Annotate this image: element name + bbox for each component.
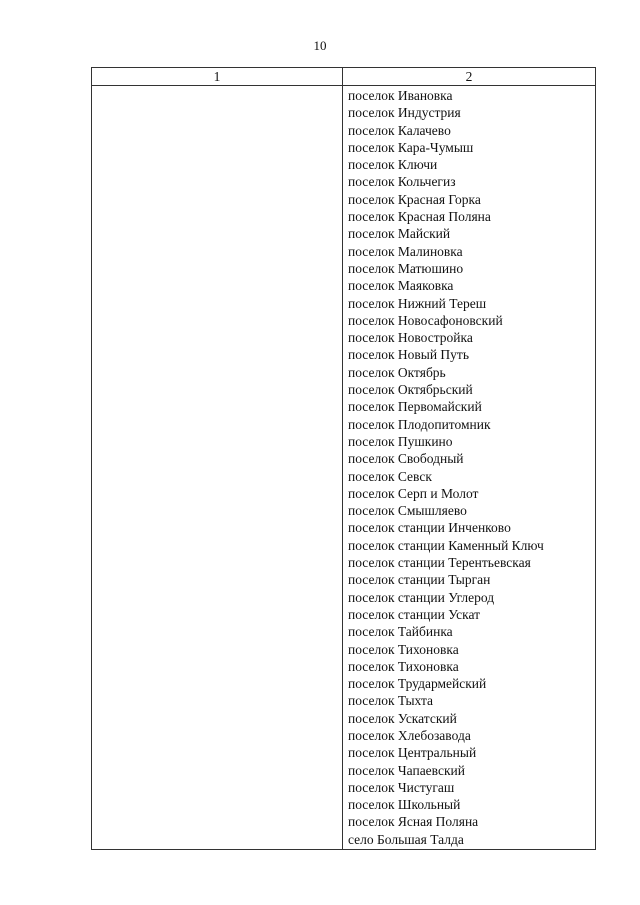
- list-item: поселок Матюшино: [348, 260, 464, 276]
- list-item: село Большая Талда: [348, 831, 464, 847]
- list-item: поселок Чистугаш: [348, 779, 455, 795]
- list-item: поселок Новый Путь: [348, 347, 469, 363]
- list-item: поселок Хлебозавода: [348, 727, 471, 743]
- list-item: поселок Смышляево: [348, 503, 467, 519]
- list-item: поселок Ясная Поляна: [348, 814, 479, 830]
- page-number: 10: [313, 38, 327, 53]
- list-item: поселок Ивановка: [348, 88, 453, 103]
- list-item: поселок Красная Горка: [348, 191, 481, 207]
- column-header-1: 1: [92, 68, 343, 86]
- list-item: поселок Пушкино: [348, 433, 453, 449]
- list-item: поселок станции Углерод: [348, 589, 495, 605]
- list-item: поселок станции Ускат: [348, 606, 481, 622]
- locality-list: [343, 86, 595, 849]
- column-2-cell: [343, 86, 596, 850]
- column-1-cell: [92, 86, 343, 850]
- column-header-2: 2: [343, 68, 596, 86]
- list-item: поселок Калачево: [348, 122, 451, 138]
- list-item: поселок Индустрия: [348, 105, 461, 121]
- list-item: поселок Севск: [348, 468, 432, 484]
- list-item: поселок Красная Поляна: [348, 209, 491, 225]
- list-item: поселок Плодопитомник: [348, 416, 491, 432]
- list-item: поселок Майский: [348, 226, 451, 242]
- list-item: поселок Первомайский: [348, 399, 482, 415]
- list-item: поселок Трудармейский: [348, 676, 487, 692]
- list-item: поселок Малиновка: [348, 243, 463, 259]
- list-item: поселок Свободный: [348, 451, 464, 467]
- list-item: поселок Серп и Молот: [348, 485, 479, 501]
- list-item: поселок Школьный: [348, 797, 461, 813]
- list-item: поселок станции Каменный Ключ: [348, 537, 544, 553]
- list-item: поселок Чапаевский: [348, 762, 465, 778]
- list-item: поселок Кольчегиз: [348, 174, 456, 190]
- table-row: [92, 86, 596, 850]
- list-item: поселок станции Тырган: [348, 572, 491, 588]
- list-item: поселок Кара-Чумыш: [348, 139, 474, 155]
- list-item: поселок Тыхта: [348, 693, 433, 709]
- list-item: поселок Новостройка: [348, 330, 473, 346]
- list-item: поселок Маяковка: [348, 278, 454, 294]
- list-item: поселок Ускатский: [348, 710, 457, 726]
- list-item: поселок Новосафоновский: [348, 312, 503, 328]
- list-item: поселок Тихоновка: [348, 658, 459, 674]
- locality-table: [91, 67, 596, 850]
- list-item: поселок станции Инченково: [348, 520, 511, 536]
- list-item: поселок Ключи: [348, 157, 438, 173]
- table-header-row: [92, 68, 596, 86]
- list-item: поселок Тихоновка: [348, 641, 459, 657]
- list-item: поселок Тайбинка: [348, 624, 453, 640]
- list-item: поселок Октябрьский: [348, 382, 473, 398]
- list-item: поселок Центральный: [348, 745, 477, 761]
- list-item: поселок станции Терентьевская: [348, 555, 531, 571]
- list-item: поселок Нижний Тереш: [348, 295, 487, 311]
- list-item: поселок Октябрь: [348, 364, 446, 380]
